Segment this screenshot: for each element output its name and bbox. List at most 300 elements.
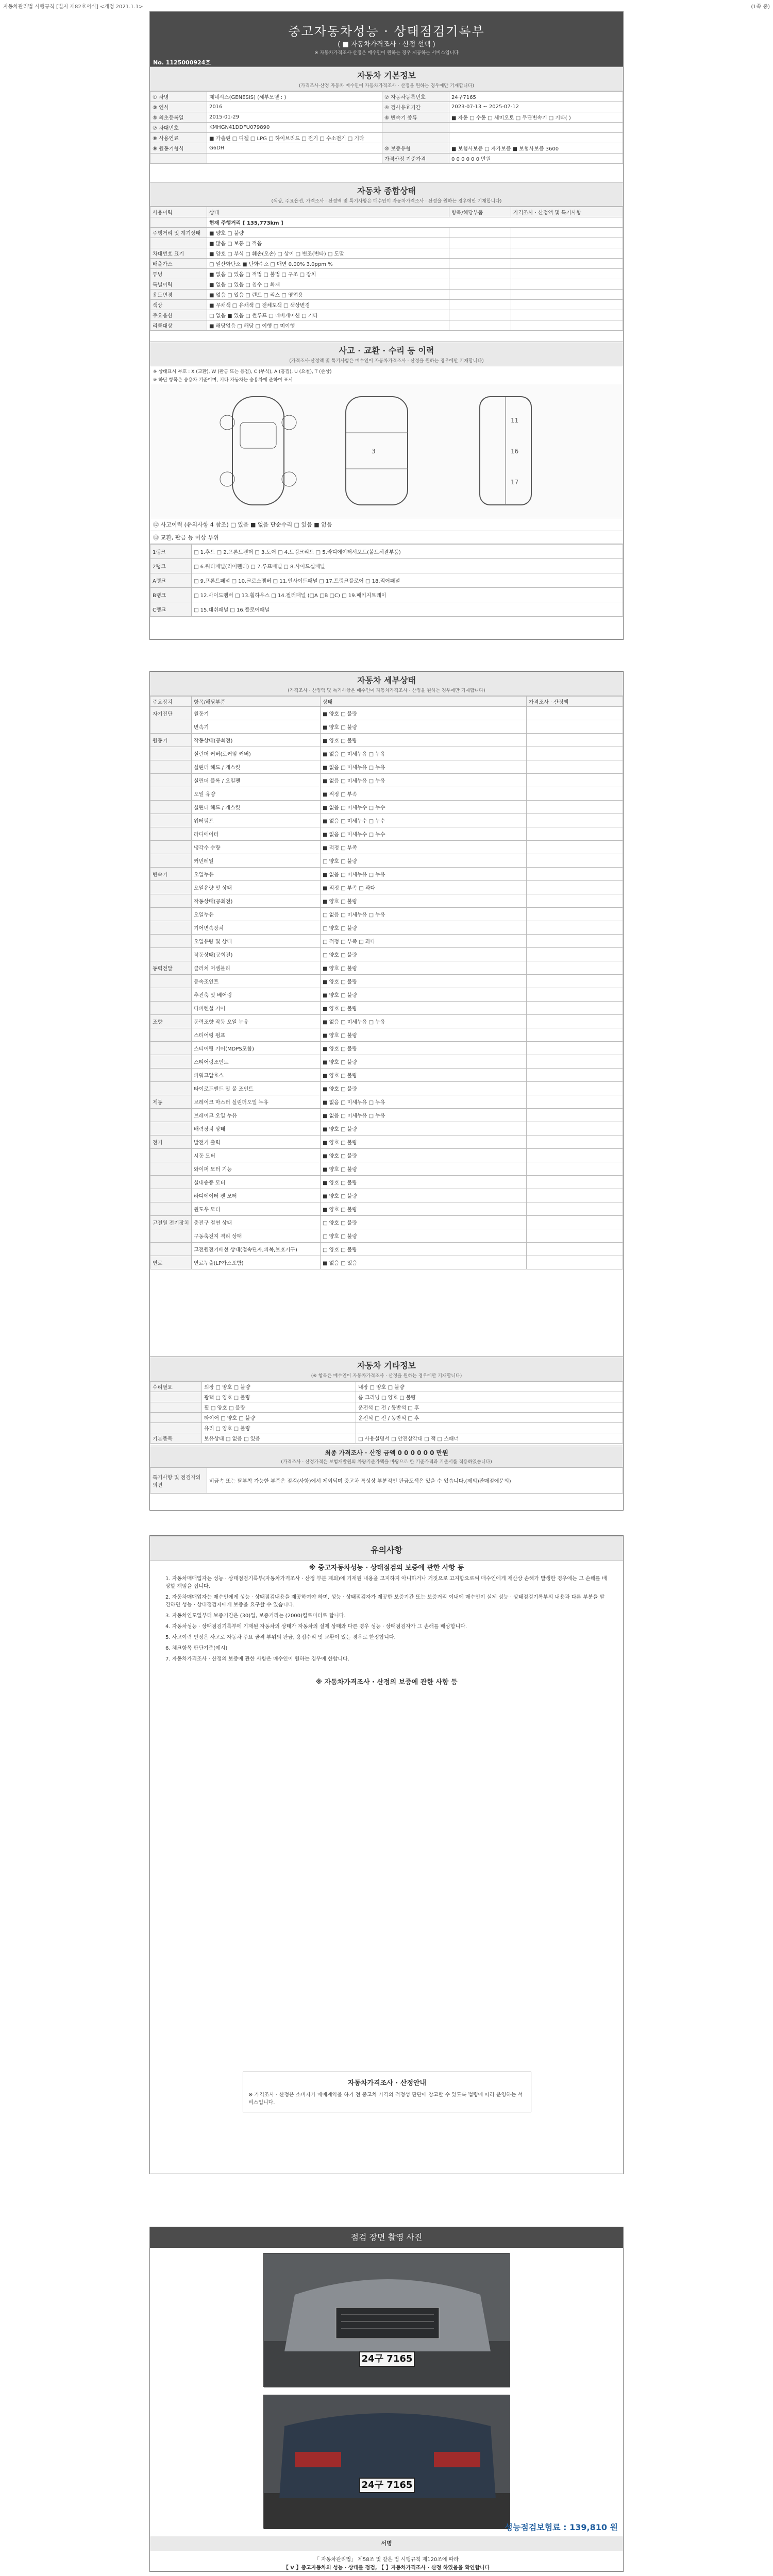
detail-row	[150, 720, 623, 734]
detail-state: ■ 적정 □ 부족 □ 과다	[321, 881, 527, 894]
basic-info-row	[150, 133, 623, 143]
basic-label: 가격산정 기준가격	[382, 154, 449, 164]
detail-price	[527, 841, 623, 854]
car-outline-top	[330, 392, 423, 510]
basic-info-row	[150, 143, 623, 154]
detail-row	[150, 1015, 623, 1028]
detail-group	[150, 1243, 192, 1256]
status-state: ■ 없음 □ 있음 □ 침수 □ 화재	[207, 279, 449, 290]
detail-part: 배력장치 상태	[192, 1122, 321, 1136]
detail-state: ■ 양호 □ 불량	[321, 1176, 527, 1189]
basic-label: ① 차명	[150, 92, 207, 102]
status-price	[511, 238, 623, 248]
detail-part: 파워고압호스	[192, 1069, 321, 1082]
accident-legend-2: ※ 하단 항목은 승용차 기준이며, 기타 자동차는 승용차에 준하여 표시	[153, 378, 293, 383]
rank-label: 2랭크	[150, 559, 192, 573]
detail-state: ■ 양호 □ 불량	[321, 975, 527, 988]
detail-part: 오일누유	[192, 908, 321, 921]
detail-group	[150, 1002, 192, 1015]
status-item: 주행거리 및 계기상태	[150, 228, 207, 238]
basic-value: 24구7165	[449, 92, 623, 102]
other-info-table	[150, 1381, 623, 1444]
detail-row	[150, 1002, 623, 1015]
status-part	[449, 320, 511, 331]
basic-value: ■ 보험사보증 □ 자가보증 ■ 보험사보증 3600	[449, 143, 623, 154]
detail-part: 작동상태(공회전)	[192, 894, 321, 908]
page-indicator: (1쪽 중)	[751, 4, 770, 10]
basic-value: 2015-01-29	[207, 112, 382, 123]
document-number: No. 1125000924호	[153, 59, 211, 66]
document-title: 중고자동차성능 · 상태점검기록부	[288, 24, 485, 39]
detail-state: ■ 적정 □ 부족	[321, 787, 527, 801]
detail-price	[527, 787, 623, 801]
detail-part: 냉각수 수량	[192, 841, 321, 854]
status-part	[449, 300, 511, 310]
detail-price	[527, 975, 623, 988]
basic-value: G6DH	[207, 143, 382, 154]
detail-row	[150, 1216, 623, 1229]
basic-label: ④ 검사유효기간	[382, 102, 449, 112]
detail-row	[150, 854, 623, 868]
basic-label: ② 자동차등록번호	[382, 92, 449, 102]
basic-value	[207, 154, 382, 164]
detail-part: 발전기 출력	[192, 1136, 321, 1149]
detail-state: □ 양호 □ 불량	[321, 854, 527, 868]
rank-label: C랭크	[150, 602, 192, 617]
footer-line-2: 【 V 】중고자동차의 성능 · 상태를 점검, 【 】자동차가격조사 · 산정 하였음을 확인합니다	[283, 2565, 490, 2571]
other-left: 외장 □ 양호 □ 불량	[202, 1382, 356, 1392]
basic-value	[449, 123, 623, 133]
status-row	[150, 290, 623, 300]
detail-row	[150, 894, 623, 908]
status-state: ■ 무채색 □ 유채색 □ 전체도색 □ 색상변경	[207, 300, 449, 310]
detail-state: ■ 양호 □ 불량	[321, 988, 527, 1002]
detail-state: ■ 양호 □ 불량	[321, 1189, 527, 1202]
basic-value	[449, 133, 623, 143]
detail-part: 디퍼렌셜 기어	[192, 1002, 321, 1015]
detail-row	[150, 1162, 623, 1176]
detail-row	[150, 1122, 623, 1136]
detail-row	[150, 827, 623, 841]
detail-part: 추진축 및 베어링	[192, 988, 321, 1002]
basic-value: ■ 자동 □ 수동 □ 세미오토 □ 무단변속기 □ 기타( )	[449, 112, 623, 123]
status-item	[150, 238, 207, 248]
panel-label: ⑬ 교환, 판금 등 이상 부위	[150, 531, 623, 544]
detail-price	[527, 1202, 623, 1216]
col-price: 가격조사 · 산정액 및 특기사항	[511, 207, 623, 217]
detail-group	[150, 1122, 192, 1136]
signature-info-text: ※ 가격조사 · 산정은 소비자가 매매계약을 하기 전 중고차 가격의 적정성 판단에 참고할 수 있도록 법령에 따라 운영하는 서비스입니다.	[248, 2092, 523, 2106]
status-state: ■ 양호 □ 부식 □ 훼손(오손) □ 상이 □ 변조(변타) □ 도말	[207, 248, 449, 259]
detail-price	[527, 988, 623, 1002]
detail-price	[527, 827, 623, 841]
other-right	[356, 1423, 623, 1433]
other-right: 운전석 □ 전 / 동반석 □ 후	[356, 1413, 623, 1423]
inspection-fee: 성능점검보험료 : 139,810 원	[505, 2522, 618, 2532]
basic-value: 2016	[207, 102, 382, 112]
detail-group	[150, 1202, 192, 1216]
detail-state: ■ 양호 □ 불량	[321, 720, 527, 734]
status-row	[150, 310, 623, 320]
detail-group	[150, 921, 192, 935]
detail-state: □ 양호 □ 불량	[321, 921, 527, 935]
detail-price	[527, 1002, 623, 1015]
detail-row	[150, 975, 623, 988]
status-part	[449, 310, 511, 320]
detail-part: 실내송풍 모터	[192, 1176, 321, 1189]
other-row	[150, 1392, 623, 1402]
detail-row	[150, 734, 623, 747]
detail-group	[150, 1055, 192, 1069]
detail-state: ■ 양호 □ 불량	[321, 1122, 527, 1136]
detail-price	[527, 908, 623, 921]
svg-text:3: 3	[372, 448, 376, 455]
detail-state: □ 양호 □ 불량	[321, 948, 527, 961]
status-item: 용도변경	[150, 290, 207, 300]
rank-label: A랭크	[150, 573, 192, 588]
detail-group	[150, 1109, 192, 1122]
current-mileage: 현재 주행거리 [ 135,773km ]	[207, 217, 623, 228]
detail-price	[527, 881, 623, 894]
detail-row	[150, 1136, 623, 1149]
rank-items: □ 6.쿼터패널(리어펜더) □ 7.루프패널 □ 8.사이드실패널	[192, 559, 623, 573]
detail-row	[150, 1095, 623, 1109]
status-price	[511, 228, 623, 238]
status-state: □ 없음 ■ 있음 □ 썬루프 □ 네비게이션 □ 기타	[207, 310, 449, 320]
detail-row	[150, 1149, 623, 1162]
detail-price	[527, 1256, 623, 1269]
detail-row	[150, 1176, 623, 1189]
detail-price	[527, 1042, 623, 1055]
detail-row	[150, 1082, 623, 1095]
photo-area	[150, 2248, 623, 2536]
front-license-plate: 24구 7165	[359, 2351, 415, 2367]
detail-group	[150, 988, 192, 1002]
status-part	[449, 259, 511, 269]
detail-state: ■ 양호 □ 불량	[321, 1202, 527, 1216]
final-price-sub: (가격조사 · 산정가격은 보험개발원의 차량기준가액을 바탕으로 한 기준가격과 기준서를 적용하였습니다)	[281, 1460, 492, 1465]
basic-info-sub: (가격조사·산정 자동차 매수인이 자동차가격조사 · 산정을 원하는 경우에만 기재합니다)	[299, 83, 474, 89]
detail-price	[527, 1122, 623, 1136]
detail-price	[527, 1189, 623, 1202]
detail-part: 실린더 헤드 / 개스킷	[192, 801, 321, 814]
detail-group	[150, 774, 192, 787]
other-row	[150, 1433, 623, 1444]
detail-price	[527, 774, 623, 787]
other-row	[150, 1413, 623, 1423]
notice-item: 1. 자동차매매업자는 성능 · 상태점검기록부(자동차가격조사 · 산정 부분 제외)에 기재된 내용을 고지하지 아니하거나 거짓으로 고지함으로써 매수인에게 재산상 손해가 발생한 경우에는 그 손해를 배상할 책임을 집니다.	[165, 1576, 607, 1589]
detail-price	[527, 1176, 623, 1189]
other-left: 보유상태 □ 없음 □ 있음	[202, 1433, 356, 1444]
detail-part: 시동 모터	[192, 1149, 321, 1162]
accident-title: 사고 · 교환 · 수리 등 이력	[339, 346, 434, 355]
detail-group	[150, 948, 192, 961]
status-part	[449, 279, 511, 290]
detail-row	[150, 908, 623, 921]
detail-state: □ 양호 □ 불량	[321, 1216, 527, 1229]
rank-table	[150, 544, 623, 617]
detail-state: ■ 없음 □ 미세누유 □ 누유	[321, 760, 527, 774]
detail-part: 오일유량 및 상태	[192, 881, 321, 894]
detail-row	[150, 707, 623, 720]
mileage-label	[150, 217, 207, 228]
basic-info-title: 자동차 기본정보	[357, 71, 416, 80]
overall-status-table	[150, 207, 623, 331]
status-part	[449, 228, 511, 238]
detail-group	[150, 787, 192, 801]
detail-part: 라디에이터 팬 모터	[192, 1189, 321, 1202]
notice-item: 4. 자동차성능 · 상태점검기록부에 기재된 자동차의 상태가 자동차의 실제 상태와 다른 경우 성능 · 상태점검자가 그 손해를 배상합니다.	[165, 1624, 467, 1630]
detail-group: 고전원 전기장치	[150, 1216, 192, 1229]
rank-row	[150, 559, 623, 573]
detail-group	[150, 841, 192, 854]
detail-part: 연료누출(LP가스포함)	[192, 1256, 321, 1269]
detail-state: ■ 양호 □ 불량	[321, 1055, 527, 1069]
detail-part: 충전구 절연 상태	[192, 1216, 321, 1229]
detail-row	[150, 868, 623, 881]
other-left: 타이어 □ 양호 □ 불량	[202, 1413, 356, 1423]
detail-group: 연료	[150, 1256, 192, 1269]
detail-row	[150, 1055, 623, 1069]
detail-price	[527, 921, 623, 935]
document-header	[150, 12, 623, 66]
page-2	[149, 671, 624, 1511]
detail-row	[150, 1229, 623, 1243]
detail-state: □ 양호 □ 불량	[321, 1243, 527, 1256]
status-item: 튜닝	[150, 269, 207, 279]
detail-row	[150, 1202, 623, 1216]
detail-price	[527, 760, 623, 774]
basic-label	[382, 133, 449, 143]
accident-legend: ※ 상태표시 부호 : X (교환), W (판금 또는 용접), C (부식), A (흠집), U (요철), T (손상)	[153, 369, 332, 375]
detail-group	[150, 747, 192, 760]
basic-label: ⑩ 보증유형	[382, 143, 449, 154]
detail-state: ■ 없음 □ 미세누유 □ 누유	[321, 1015, 527, 1028]
basic-label: ⑦ 차대번호	[150, 123, 207, 133]
detail-part: 오일유량 및 상태	[192, 935, 321, 948]
final-price: 최종 가격조사 · 산정 금액 0 0 0 0 0 0 만원	[325, 1449, 448, 1456]
other-left: 휠 □ 양호 □ 불량	[202, 1402, 356, 1413]
basic-label	[382, 123, 449, 133]
detail-part: 고전원전기배선 상태(접속단자,피복,보호기구)	[192, 1243, 321, 1256]
basic-label: ⑧ 사용연료	[150, 133, 207, 143]
status-price	[511, 248, 623, 259]
rank-row	[150, 588, 623, 602]
detail-group: 원동기	[150, 734, 192, 747]
other-info-title: 자동차 기타정보	[357, 1361, 416, 1370]
status-price	[511, 259, 623, 269]
detail-price	[527, 1109, 623, 1122]
detail-state: ■ 양호 □ 불량	[321, 1162, 527, 1176]
notice-heading-1: ※ 중고자동차성능 · 상태점검의 보증에 관한 사항 등	[309, 1564, 464, 1572]
other-left: 유리 □ 양호 □ 불량	[202, 1423, 356, 1433]
detail-part: 실린더 블록 / 오일팬	[192, 774, 321, 787]
detail-group	[150, 1229, 192, 1243]
detail-part: 와이퍼 모터 기능	[192, 1162, 321, 1176]
status-price	[511, 269, 623, 279]
signature-label: 서명	[150, 2536, 623, 2551]
detail-part: 실린더 커버(로커암 커버)	[192, 747, 321, 760]
detail-row	[150, 988, 623, 1002]
status-price	[511, 279, 623, 290]
basic-info-row	[150, 123, 623, 133]
car-outline-frame	[459, 392, 552, 510]
detail-group	[150, 1042, 192, 1055]
detail-part: 스티어링조인트	[192, 1055, 321, 1069]
detail-price	[527, 720, 623, 734]
detail-state: ■ 적정 □ 부족	[321, 841, 527, 854]
other-group	[150, 1423, 202, 1433]
detail-part: 작동상태(공회전)	[192, 948, 321, 961]
status-price	[511, 300, 623, 310]
detail-group: 제동	[150, 1095, 192, 1109]
detail-price	[527, 801, 623, 814]
status-item: 배출가스	[150, 259, 207, 269]
basic-info-section	[150, 66, 623, 164]
detail-price	[527, 1015, 623, 1028]
detail-price	[527, 1136, 623, 1149]
detail-group	[150, 935, 192, 948]
other-info-section	[150, 1357, 623, 1494]
page-1	[149, 11, 624, 640]
detail-state: ■ 없음 □ 미세누유 □ 누유	[321, 868, 527, 881]
notice-title: 유의사항	[371, 1545, 402, 1555]
detail-group	[150, 1028, 192, 1042]
detail-price	[527, 1162, 623, 1176]
detail-price	[527, 948, 623, 961]
svg-text:11: 11	[511, 417, 519, 424]
detail-state: ■ 양호 □ 불량	[321, 1149, 527, 1162]
basic-value: KMHGN41DDFU079890	[207, 123, 382, 133]
detail-row	[150, 881, 623, 894]
detail-group: 동력전달	[150, 961, 192, 975]
signature-info-title: 자동차가격조사 · 산정안내	[347, 2079, 427, 2087]
detail-price	[527, 707, 623, 720]
other-right: 룸 크리닝 □ 양호 □ 불량	[356, 1392, 623, 1402]
detail-group	[150, 801, 192, 814]
detail-group	[150, 760, 192, 774]
detail-price	[527, 1229, 623, 1243]
detail-state: ■ 양호 □ 불량	[321, 1028, 527, 1042]
detail-state: ■ 양호 □ 불량	[321, 734, 527, 747]
detail-price	[527, 1069, 623, 1082]
status-state: ■ 없음 □ 있음 □ 적법 □ 불법 □ 구조 □ 장치	[207, 269, 449, 279]
detail-part: 라디에이터	[192, 827, 321, 841]
rear-license-plate: 24구 7165	[359, 2478, 415, 2493]
detail-row	[150, 948, 623, 961]
status-state: ■ 해당없음 □ 해당 □ 이행 □ 미이행	[207, 320, 449, 331]
svg-text:16: 16	[511, 448, 519, 455]
notice-heading-2: ※ 자동차가격조사 · 산정의 보증에 관한 사항 등	[315, 1679, 458, 1686]
document-subtitle: ( ■ 자동차가격조사 · 산정 선택 )	[338, 41, 435, 48]
detail-state: ■ 없음 □ 미세누수 □ 누수	[321, 814, 527, 827]
col-item: 항목/해당부품	[449, 207, 511, 217]
rank-items: □ 1.후드 □ 2.프론트펜더 □ 3.도어 □ 4.트렁크리드 □ 5.라디에이터서포트(볼트체결부품)	[192, 545, 623, 559]
detail-state: ■ 없음 □ 미세누유 □ 누유	[321, 747, 527, 760]
status-row	[150, 238, 623, 248]
detail-part: 원동기	[192, 707, 321, 720]
notice-item: 2. 자동차매매업자는 매수인에게 성능 · 상태점검내용을 제공하여야 하며, 성능 · 상태점검자가 제공한 보증기간 또는 보증거리 이내에 매수인이 실제 성능 · 상태점검기록부의 내용과 다른 부분을 발견하면 성능 · 상태점검자에게 보증을 요구할 수 있습니다.	[165, 1595, 605, 1608]
detail-row	[150, 1069, 623, 1082]
detail-row	[150, 1028, 623, 1042]
accident-history-row: ⑫ 사고이력 (유의사항 4 참조) □ 있음 ■ 없음 단순수리 □ 있음 ■ 없음	[150, 518, 623, 531]
detail-state: ■ 없음 □ 미세누유 □ 누유	[321, 1095, 527, 1109]
notice-body	[150, 1564, 623, 1686]
detail-group	[150, 1069, 192, 1082]
status-item: 색상	[150, 300, 207, 310]
document-note: ※ 자동차가격조사·산정은 매수인이 원하는 경우 제공하는 서비스입니다	[314, 50, 459, 56]
other-group: 기본품목	[150, 1433, 202, 1444]
detail-section	[150, 671, 623, 1269]
detail-row	[150, 1042, 623, 1055]
status-row	[150, 259, 623, 269]
basic-label: ⑥ 변속기 종류	[382, 112, 449, 123]
basic-value: 2023-07-13 ~ 2025-07-12	[449, 102, 623, 112]
detail-row	[150, 774, 623, 787]
status-part	[449, 248, 511, 259]
status-state: □ 일산화탄소 ■ 탄화수소 □ 매연 0.00% 3.0ppm %	[207, 259, 449, 269]
detail-group	[150, 908, 192, 921]
rank-label: 1랭크	[150, 545, 192, 559]
detail-part: 워터펌프	[192, 814, 321, 827]
detail-price	[527, 961, 623, 975]
other-right: 운전석 □ 전 / 동반석 □ 후	[356, 1402, 623, 1413]
detail-row	[150, 787, 623, 801]
detail-row	[150, 921, 623, 935]
form-reference: 자동차관리법 시행규칙 [별지 제82호서식] <개정 2021.1.1>	[3, 4, 143, 10]
detail-state: ■ 양호 □ 불량	[321, 1002, 527, 1015]
rank-items: □ 15.대쉬패널 □ 16.플로어패널	[192, 602, 623, 617]
other-group	[150, 1402, 202, 1413]
status-part	[449, 238, 511, 248]
detail-part: 등속조인트	[192, 975, 321, 988]
svg-text:17: 17	[511, 479, 519, 486]
detail-row	[150, 841, 623, 854]
detail-state: ■ 없음 □ 미세누수 □ 누수	[321, 827, 527, 841]
notice-item: 5. 사고이력 인정은 사고로 자동차 주요 골격 부위의 판금, 용접수리 및 교환이 있는 경우로 한정합니다.	[165, 1635, 396, 1640]
basic-label: ⑤ 최초등록일	[150, 112, 207, 123]
detail-part: 클러치 어셈블리	[192, 961, 321, 975]
detail-row	[150, 760, 623, 774]
other-right: 내장 □ 양호 □ 불량	[356, 1382, 623, 1392]
detail-group	[150, 894, 192, 908]
detail-part: 구동축전지 격리 상태	[192, 1229, 321, 1243]
detail-part: 변속기	[192, 720, 321, 734]
detail-part: 윈도우 모터	[192, 1202, 321, 1216]
remark-table	[150, 1467, 623, 1494]
overall-status-title: 자동차 종합상태	[357, 186, 416, 196]
detail-row	[150, 801, 623, 814]
status-item: 차대번호 표기	[150, 248, 207, 259]
detail-group	[150, 1189, 192, 1202]
other-row	[150, 1402, 623, 1413]
detail-part: 작동상태(공회전)	[192, 734, 321, 747]
detail-group	[150, 1176, 192, 1189]
detail-price	[527, 935, 623, 948]
rank-items: □ 12.사이드멤버 □ 13.휠하우스 □ 14.필러패널 (□A □B □C) □ 19.패키지트레이	[192, 588, 623, 602]
status-item: 특별이력	[150, 279, 207, 290]
detail-row	[150, 935, 623, 948]
detail-price	[527, 854, 623, 868]
detail-price	[527, 1216, 623, 1229]
detail-head-price: 가격조사 · 산정액	[527, 697, 623, 707]
detail-head-state: 상태	[321, 697, 527, 707]
detail-group	[150, 975, 192, 988]
status-part	[449, 269, 511, 279]
basic-label: ⑨ 원동기형식	[150, 143, 207, 154]
rank-label: B랭크	[150, 588, 192, 602]
detail-state: ■ 양호 □ 불량	[321, 894, 527, 908]
